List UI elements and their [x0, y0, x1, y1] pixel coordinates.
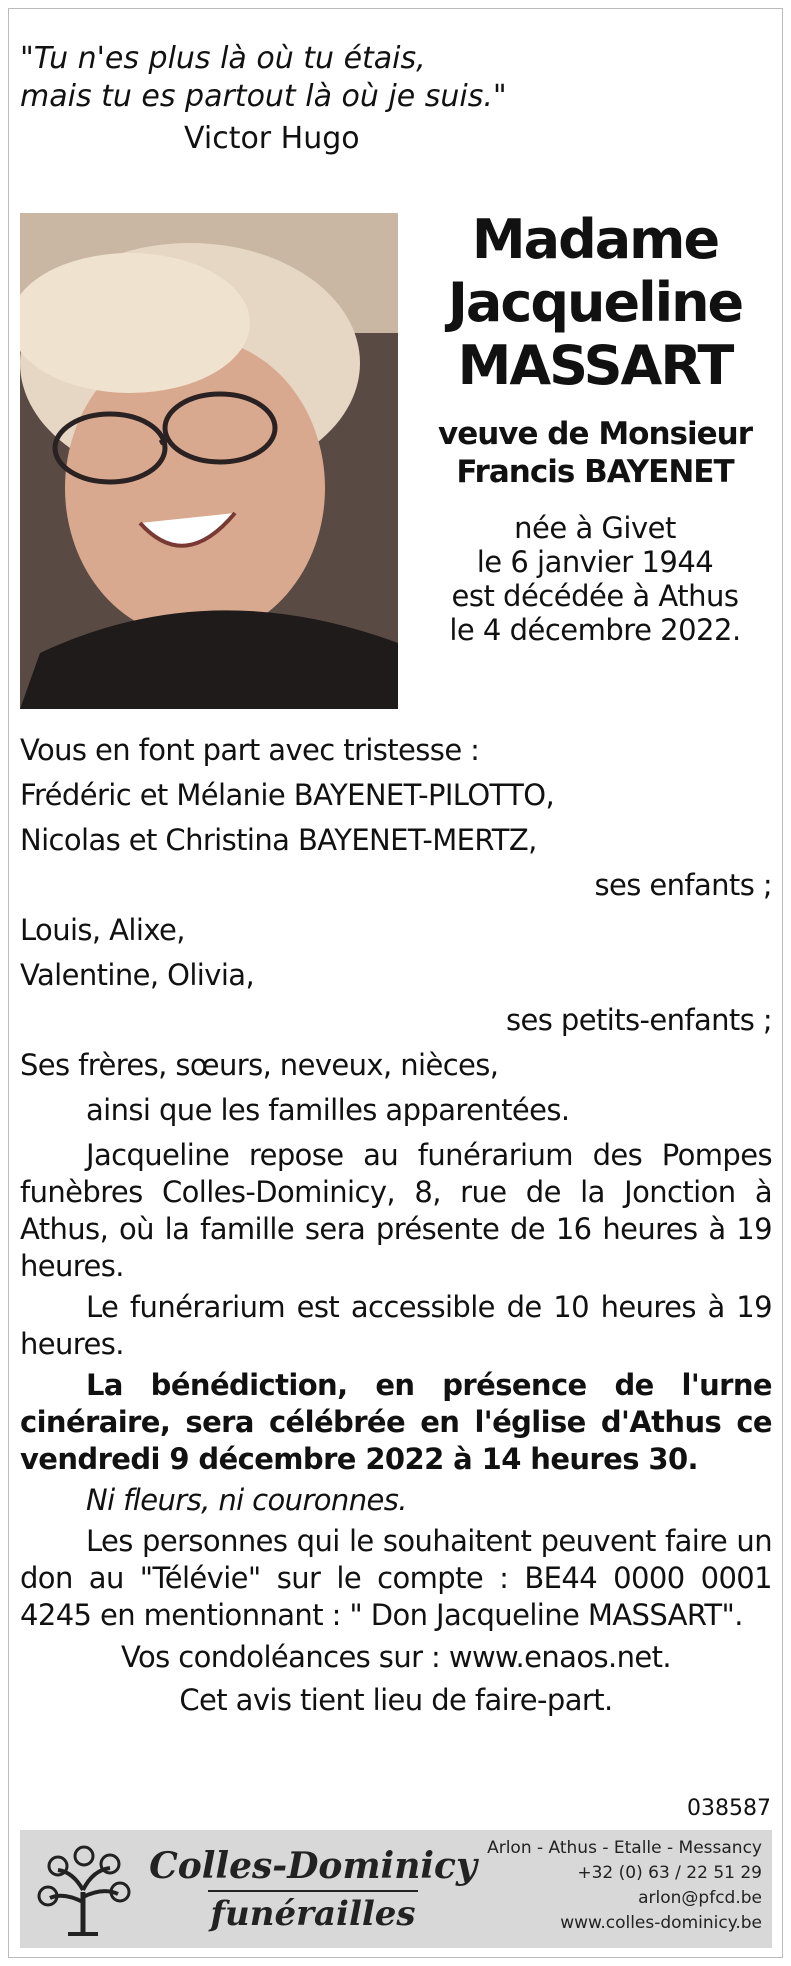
- quote-author: Victor Hugo: [184, 121, 360, 156]
- death-place: est décédée à Athus: [451, 579, 739, 613]
- donation-paragraph: Les personnes qui le souhaitent peuvent faire un don au "Télévie" sur le compte : BE44 0000 0001 4245 en mentionnant : " Don Jacqueline MASSART".: [20, 1524, 772, 1632]
- grandchild-line-1: Louis, Alixe,: [20, 913, 185, 947]
- quote-line-2: mais tu es partout là où je suis.": [20, 79, 507, 114]
- phone-number: +32 (0) 63 / 22 51 29: [577, 1863, 762, 1883]
- deceased-title: Madame: [471, 208, 719, 271]
- funeral-home-subtitle: funérailles: [210, 1894, 416, 1934]
- child-line-1: Frédéric et Mélanie BAYENET-PILOTTO,: [20, 778, 555, 812]
- tree-icon: [28, 1842, 138, 1938]
- announcement-body: [20, 728, 772, 1720]
- siblings-line: Ses frères, sœurs, neveux, nièces,: [20, 1048, 499, 1082]
- funerarium-paragraph: Jacqueline repose au funérarium des Pompes funèbres Colles-Dominicy, 8, rue de la Jonction à Athus, où la famille sera présente de 16 heures à 19 heures.: [20, 1138, 772, 1283]
- portrait-photo: [20, 213, 398, 709]
- ceremony-paragraph: La bénédiction, en présence de l'urne cinéraire, sera célébrée en l'église d'Athus ce vendredi 9 décembre 2022 à 14 heures 30.: [20, 1368, 772, 1476]
- condolences-line: Vos condoléances sur : www.enaos.net.: [120, 1640, 672, 1674]
- quote-line-1: "Tu n'es plus là où tu étais,: [20, 41, 426, 76]
- access-paragraph: Le funérarium est accessible de 10 heures à 19 heures.: [20, 1290, 772, 1361]
- notice-line: Cet avis tient lieu de faire-part.: [179, 1683, 613, 1717]
- families-line: ainsi que les familles apparentées.: [86, 1093, 570, 1127]
- birth-place: née à Givet: [514, 511, 676, 545]
- deceased-first-name: Jacqueline: [447, 271, 743, 334]
- birth-date: le 6 janvier 1944: [476, 545, 714, 579]
- spouse-line-1: veuve de Monsieur: [437, 416, 752, 452]
- flowers-paragraph: Ni fleurs, ni couronnes.: [86, 1483, 407, 1517]
- website-link: www.colles-dominicy.be: [560, 1913, 762, 1933]
- grandchildren-label: ses petits-enfants ;: [506, 1003, 772, 1037]
- death-date: le 4 décembre 2022.: [449, 613, 741, 647]
- deceased-last-name: MASSART: [457, 334, 733, 397]
- children-label: ses enfants ;: [594, 868, 772, 902]
- deceased-identity: [410, 208, 780, 647]
- child-line-2: Nicolas et Christina BAYENET-MERTZ,: [20, 823, 537, 857]
- funeral-home-name: Colles-Dominicy: [149, 1845, 477, 1887]
- email-address: arlon@pfcd.be: [638, 1888, 762, 1908]
- grandchild-line-2: Valentine, Olivia,: [20, 958, 255, 992]
- locations: Arlon - Athus - Etalle - Messancy: [487, 1838, 762, 1858]
- announcement-intro: Vous en font part avec tristesse :: [20, 733, 480, 767]
- funeral-home-footer: [20, 1830, 772, 1948]
- epigraph-quote: [20, 40, 540, 116]
- reference-number: 038587: [687, 1796, 771, 1821]
- contact-info: [487, 1836, 762, 1936]
- spouse-line-2: Francis BAYENET: [456, 454, 734, 490]
